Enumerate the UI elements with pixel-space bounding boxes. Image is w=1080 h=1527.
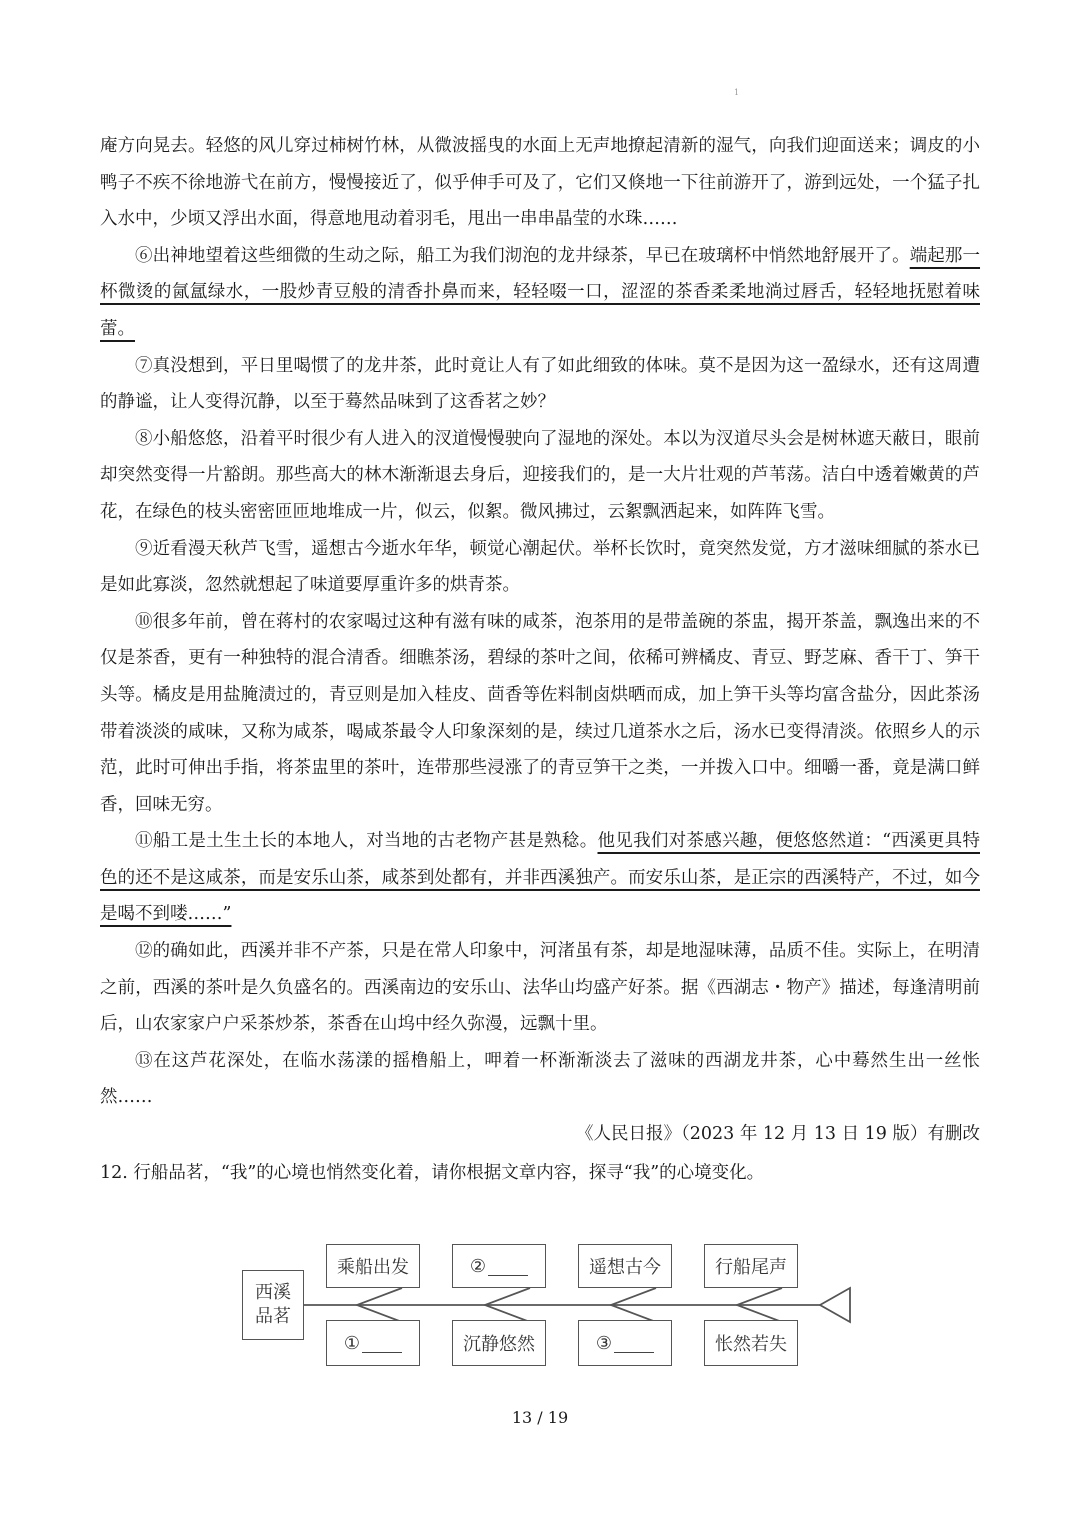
blank-number: ② <box>469 1255 487 1277</box>
paragraph-8: ⑧小船悠悠，沿着平时很少有人进入的汊道慢慢驶向了湿地的深处。本以为汊道尽头会是树林遮天蔽日，眼前却突然变得一片豁朗。那些高大的林木渐渐退去身后，迎接我们的，是一大片壮观的芦苇荡。洁白中透着嫩黄的芦花，在绿色的枝头密密匝匝地堆成一片，似云，似絮。微风拂过，云絮飘洒起来，如阵阵飞雪。 <box>100 428 980 522</box>
paragraph-5-continued: 庵方向晃去。轻悠的风儿穿过柿树竹林，从微波摇曳的水面上无声地撩起清新的湿气，向我们迎面送来；调皮的小鸭子不疾不徐地游弋在前方，慢慢接近了，似乎伸手可及了，它们又倏地一下往前游开了，游到远处，一个猛子扎入水中，少顷又浮出水面，得意地甩动着羽毛，甩出一串串晶莹的水珠…… <box>100 136 980 230</box>
question-12: 12. 行船品茗，“我”的心境也悄然变化着，请你根据文章内容，探寻“我”的心境变化。 <box>100 1162 765 1183</box>
fishbone-diagram <box>242 1240 852 1380</box>
paragraph-6-underlined: 端起那一杯微烫的氤氲绿水，一股炒青豆般的清香扑鼻而来，轻轻啜一口，涩涩的茶香柔柔地淌过唇舌，轻轻地抚慰着味蕾。 <box>100 245 981 339</box>
paragraph-11-text: ⑪船工是土生土长的本地人，对当地的古老物产甚是熟稔。 <box>135 831 598 852</box>
article-body <box>100 128 980 1191</box>
diagram-root-line-1: 西溪 <box>255 1282 291 1303</box>
page-mark: 1 <box>734 88 740 97</box>
stage-box-top-3 <box>578 1244 672 1288</box>
diagram-root-line-2: 品茗 <box>255 1306 291 1327</box>
paragraph-13: ⑬在这芦花深处，在临水荡漾的摇橹船上，呷着一杯渐渐淡去了滋味的西湖龙井茶，心中蓦然生出一丝怅然…… <box>100 1050 980 1108</box>
blank-number: ① <box>343 1332 361 1354</box>
article-source: 《人民日报》（2023 年 12 月 13 日 19 版）有删改 <box>575 1124 980 1145</box>
stage-label: 乘船出发 <box>337 1257 409 1278</box>
stage-box-top-1 <box>326 1244 420 1288</box>
stage-label: 行船尾声 <box>715 1257 787 1278</box>
paragraph-6 <box>100 238 980 348</box>
mood-box-bottom-1[interactable] <box>326 1320 420 1366</box>
answer-blank-1[interactable] <box>362 1334 402 1353</box>
mood-box-bottom-3[interactable] <box>578 1320 672 1366</box>
paragraph-6-text: ⑥出神地望着这些细微的生动之际，船工为我们沏泡的龙井绿茶，早已在玻璃杯中悄然地舒展开了。 <box>135 245 910 266</box>
stage-box-top-4 <box>704 1244 798 1288</box>
diagram-root-box <box>242 1270 304 1340</box>
answer-blank-3[interactable] <box>614 1334 654 1353</box>
mood-label: 沉静悠然 <box>463 1334 535 1355</box>
answer-blank-2[interactable] <box>488 1257 528 1276</box>
mood-box-bottom-2 <box>452 1320 546 1366</box>
paragraph-10: ⑩很多年前，曾在蒋村的农家喝过这种有滋有味的咸茶，泡茶用的是带盖碗的茶盅，揭开茶盖，飘逸出来的不仅是茶香，更有一种独特的混合清香。细瞧茶汤，碧绿的茶叶之间，依稀可辨橘皮、青豆、野芝麻、香干丁、笋干头等。橘皮是用盐腌渍过的，青豆则是加入桂皮、茴香等佐料制卤烘晒而成，加上笋干头等均富含盐分，因此茶汤带着淡淡的咸味，又称为咸茶，喝咸茶最令人印象深刻的是，续过几道茶水之后，汤水已变得清淡。依照乡人的示范，此时可伸出手指，将茶盅里的茶叶，连带那些浸涨了的青豆笋干之类，一并拨入口中。细嚼一番，竟是满口鲜香，回味无穷。 <box>100 611 980 815</box>
paragraph-7: ⑦真没想到，平日里喝惯了的龙井茶，此时竟让人有了如此细致的体味。莫不是因为这一盈绿水，还有这周遭的静谧，让人变得沉静，以至于蓦然品味到了这香茗之妙？ <box>100 355 980 413</box>
mood-label: 怅然若失 <box>715 1334 787 1355</box>
fishbone-head <box>820 1288 850 1322</box>
stage-box-top-2[interactable] <box>452 1244 546 1288</box>
paragraph-11-underlined: 他见我们对茶感兴趣，便悠悠然道：“西溪更具特色的还不是这咸茶，而是安乐山茶，咸茶到处都有，并非西溪独产。而安乐山茶，是正宗的西溪特产，不过，如今是喝不到喽……” <box>100 831 980 925</box>
stage-label: 遥想古今 <box>589 1257 661 1278</box>
paragraph-9: ⑨近看漫天秋芦飞雪，遥想古今逝水年华，顿觉心潮起伏。举杯长饮时，竟突然发觉，方才滋味细腻的茶水已是如此寡淡，忽然就想起了味道要厚重许多的烘青茶。 <box>100 538 980 596</box>
blank-number: ③ <box>595 1332 613 1354</box>
paragraph-12: ⑫的确如此，西溪并非不产茶，只是在常人印象中，河渚虽有茶，却是地湿味薄，品质不佳。实际上，在明清之前，西溪的茶叶是久负盛名的。西溪南边的安乐山、法华山均盛产好茶。据《西湖志・物产》描述，每逢清明前后，山农家家户户采茶炒茶，茶香在山坞中经久弥漫，远飘十里。 <box>100 941 980 1035</box>
mood-box-bottom-4 <box>704 1320 798 1366</box>
page-number: 13 / 19 <box>511 1408 569 1427</box>
paragraph-11 <box>100 823 980 933</box>
